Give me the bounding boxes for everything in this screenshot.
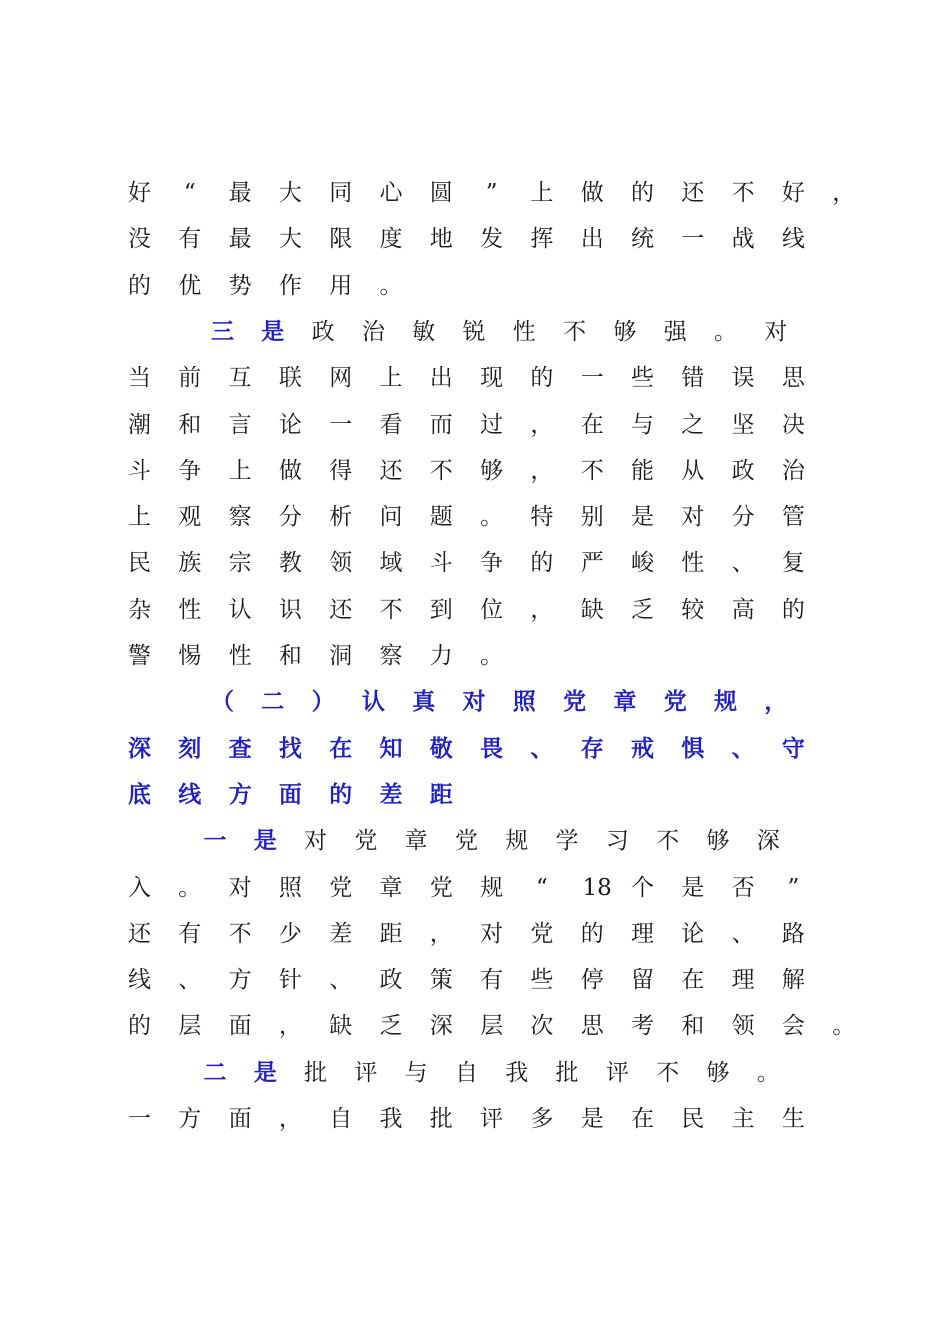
text-char: 坚	[731, 411, 755, 438]
text-char: 会	[781, 1013, 805, 1040]
text-char: 些	[631, 365, 654, 392]
text-char: 心	[379, 180, 403, 206]
text-char: 治	[361, 318, 385, 345]
text-char: 圆	[429, 180, 453, 206]
text-char: 还	[379, 457, 403, 484]
emphasis-char: 深	[128, 734, 151, 762]
text-char: 的	[530, 550, 554, 577]
text-char: 能	[631, 457, 654, 484]
text-char: 势	[228, 272, 252, 299]
text-char: 些	[530, 967, 554, 994]
text-char: 不	[379, 596, 403, 623]
text-char: 领	[731, 1013, 755, 1040]
emphasis-char: 畏	[480, 734, 504, 762]
text-char: 不	[429, 457, 453, 484]
text-char: 、	[731, 550, 755, 577]
text-char: 做	[580, 180, 604, 206]
emphasis-char: 认	[361, 688, 385, 716]
text-char: 过	[480, 411, 504, 438]
text-line	[0, 780, 950, 826]
text-char: 复	[781, 550, 805, 577]
text-char: 别	[580, 504, 604, 531]
text-char: 领	[329, 550, 353, 577]
emphasis-char: 对	[462, 688, 486, 716]
text-char: 乏	[379, 1013, 403, 1040]
text-char: 对	[681, 504, 705, 531]
text-char: 党	[454, 828, 478, 855]
text-char: 照	[278, 874, 302, 901]
text-line	[0, 826, 950, 872]
text-char: 不	[580, 457, 604, 484]
text-char: 管	[781, 504, 805, 531]
text-char: 有	[178, 226, 202, 253]
text-char: 理	[731, 967, 755, 994]
text-char: 好	[781, 180, 805, 206]
text-char: 、	[731, 920, 755, 947]
text-char: 教	[278, 550, 302, 577]
emphasis-char: 敬	[429, 734, 453, 762]
text-char: 的	[128, 272, 151, 299]
text-char: 较	[681, 596, 705, 623]
text-char: 敏	[412, 318, 436, 345]
text-char: 和	[278, 643, 302, 669]
text-char: 主	[731, 1106, 755, 1132]
text-char: 杂	[128, 596, 151, 623]
text-line	[0, 1058, 950, 1104]
text-char: 互	[228, 365, 252, 392]
emphasis-char: 面	[278, 780, 302, 808]
text-char: 洞	[329, 643, 353, 669]
text-char: 缺	[329, 1013, 353, 1040]
text-char: “	[536, 874, 548, 901]
text-char: 斗	[429, 550, 453, 577]
text-char: 还	[128, 920, 151, 947]
text-char: 否	[731, 874, 755, 901]
text-line	[0, 595, 950, 641]
text-char: 的	[781, 596, 805, 623]
emphasis-char: 方	[228, 780, 252, 808]
text-char: 位	[480, 596, 504, 623]
text-char: 用	[329, 272, 353, 299]
text-char: 。	[379, 272, 403, 299]
text-char: 好	[128, 180, 151, 206]
emphasis-char: 差	[379, 780, 403, 808]
text-char: 之	[681, 411, 705, 438]
text-char: 。	[713, 318, 737, 345]
text-char: 强	[663, 318, 687, 345]
emphasis-char: 章	[613, 688, 637, 716]
text-char: 题	[429, 504, 453, 531]
text-char: 党	[429, 874, 453, 901]
text-char: 。	[480, 643, 504, 669]
text-char: 大	[278, 226, 302, 253]
text-char: 域	[379, 550, 403, 577]
text-char: 习	[605, 828, 629, 855]
emphasis-char: 距	[429, 780, 453, 808]
text-char: 线	[128, 967, 151, 994]
emphasis-char: 惧	[681, 734, 705, 762]
emphasis-char: 规	[713, 688, 737, 716]
text-char: 层	[480, 1013, 504, 1040]
text-char: “	[183, 180, 196, 206]
text-char: 规	[505, 828, 529, 855]
emphasis-char: 一	[203, 827, 227, 855]
text-char: 不	[731, 180, 755, 206]
text-char: 理	[631, 920, 654, 947]
text-char: 不	[228, 920, 252, 947]
text-char: 政	[311, 318, 335, 345]
text-char: 线	[781, 226, 805, 253]
text-line	[0, 687, 950, 733]
emphasis-char: 刻	[178, 734, 202, 762]
text-char: 联	[278, 365, 302, 392]
text-char: 路	[781, 920, 805, 947]
text-char: 当	[128, 365, 151, 392]
emphasis-char: 照	[512, 688, 536, 716]
text-char: 够	[706, 828, 730, 855]
text-char: 上	[379, 365, 403, 392]
emphasis-char: 守	[781, 734, 805, 762]
emphasis-char: 戒	[631, 734, 654, 762]
text-line	[0, 363, 950, 409]
text-char: 民	[128, 550, 151, 577]
text-char: 批	[304, 1059, 328, 1086]
text-char: 峻	[631, 550, 654, 577]
text-char: 评	[605, 1059, 629, 1086]
text-char: 。	[480, 504, 504, 531]
text-char: 到	[429, 596, 453, 623]
text-char: 深	[756, 828, 780, 855]
text-char: 针	[278, 967, 302, 994]
text-char: 的	[580, 920, 604, 947]
text-char: 面	[228, 1106, 252, 1132]
text-char: 党	[329, 874, 353, 901]
text-char: 性	[512, 318, 536, 345]
text-char: 族	[178, 550, 202, 577]
emphasis-char: 、	[731, 734, 755, 762]
text-char: 同	[329, 180, 353, 206]
text-char: 评	[354, 1059, 378, 1086]
text-char: 少	[278, 920, 302, 947]
text-char: 够	[480, 457, 504, 484]
text-char: 入	[128, 874, 151, 901]
text-char: 严	[580, 550, 604, 577]
text-char: 是	[631, 504, 654, 531]
text-char: 析	[329, 504, 353, 531]
text-char: 的	[631, 180, 654, 206]
text-char: 考	[631, 1013, 654, 1040]
text-line	[0, 1011, 950, 1057]
emphasis-char: 三	[210, 317, 234, 345]
text-char: 一	[580, 365, 604, 392]
text-char: 锐	[462, 318, 486, 345]
text-char: 深	[429, 1013, 453, 1040]
text-char: 够	[706, 1059, 730, 1086]
text-char: 的	[530, 365, 554, 392]
text-char: 力	[429, 643, 453, 669]
text-char: 潮	[128, 411, 151, 438]
text-char: 治	[781, 457, 805, 484]
text-char: 我	[379, 1106, 403, 1132]
emphasis-char: 存	[580, 734, 604, 762]
text-char: 与	[631, 411, 654, 438]
text-char: 不	[656, 828, 680, 855]
text-char: 一	[329, 411, 353, 438]
text-line	[0, 317, 950, 363]
text-char: 斗	[128, 457, 151, 484]
text-char: ，	[530, 457, 554, 484]
text-char: 生	[781, 1106, 805, 1132]
text-char: 还	[681, 180, 705, 206]
text-char: 。	[178, 874, 202, 901]
emphasis-char: （	[210, 688, 234, 716]
emphasis-char: 党	[563, 688, 587, 716]
text-char: 是	[681, 874, 705, 901]
text-char: ，	[832, 180, 856, 206]
text-char: 发	[480, 226, 504, 253]
text-char: 警	[128, 643, 151, 669]
text-char: 做	[278, 457, 302, 484]
text-char: 上	[530, 180, 554, 206]
text-char: 层	[178, 1013, 202, 1040]
text-char: 18	[582, 874, 612, 901]
emphasis-char: 在	[329, 734, 353, 762]
text-char: 的	[128, 1013, 151, 1040]
text-char: 上	[228, 457, 252, 484]
text-char: 党	[530, 920, 554, 947]
text-char: 学	[555, 828, 579, 855]
text-char: 。	[756, 1059, 780, 1086]
text-char: 对	[304, 828, 328, 855]
text-line	[0, 224, 950, 270]
text-char: 个	[631, 874, 654, 901]
text-char: 分	[278, 504, 302, 531]
text-char: 留	[631, 967, 654, 994]
text-char: 有	[480, 967, 504, 994]
text-char: 争	[480, 550, 504, 577]
text-char: 惕	[178, 643, 202, 669]
text-line	[0, 502, 950, 548]
emphasis-char: 是	[253, 827, 277, 855]
text-char: 没	[128, 226, 151, 253]
text-char: 作	[278, 272, 302, 299]
text-line	[0, 271, 950, 317]
emphasis-char: 真	[412, 688, 436, 716]
text-char: 一	[681, 226, 705, 253]
text-char: 自	[454, 1059, 478, 1086]
text-char: 对	[764, 318, 788, 345]
text-line	[0, 548, 950, 594]
text-char: 最	[228, 226, 252, 253]
text-char: ，	[530, 596, 554, 623]
emphasis-char: 是	[253, 1058, 277, 1086]
text-char: 网	[329, 365, 353, 392]
text-char: ，	[278, 1106, 302, 1132]
emphasis-char: 线	[178, 780, 202, 808]
text-char: 察	[379, 643, 403, 669]
text-char: 地	[429, 226, 453, 253]
text-char: 。	[832, 1013, 856, 1040]
text-char: 和	[681, 1013, 705, 1040]
text-char: 识	[278, 596, 302, 623]
text-char: 从	[681, 457, 705, 484]
text-char: 上	[128, 504, 151, 531]
text-line	[0, 456, 950, 502]
text-char: 思	[580, 1013, 604, 1040]
emphasis-char: 的	[329, 780, 353, 808]
text-char: 批	[555, 1059, 579, 1086]
text-line	[0, 734, 950, 780]
text-char: 距	[379, 920, 403, 947]
text-char: 缺	[580, 596, 604, 623]
emphasis-char: 找	[278, 734, 302, 762]
text-char: 特	[530, 504, 554, 531]
text-char: 章	[404, 828, 428, 855]
text-char: 解	[781, 967, 805, 994]
text-char: 在	[580, 411, 604, 438]
text-char: 论	[681, 920, 705, 947]
text-char: 度	[379, 226, 403, 253]
text-line	[0, 410, 950, 456]
text-char: 乏	[631, 596, 654, 623]
text-char: 是	[580, 1106, 604, 1132]
emphasis-char: 是	[261, 317, 285, 345]
text-char: 优	[178, 272, 202, 299]
text-char: 党	[354, 828, 378, 855]
text-char: 与	[404, 1059, 428, 1086]
text-char: 大	[278, 180, 302, 206]
text-char: 次	[530, 1013, 554, 1040]
emphasis-char: 、	[530, 734, 554, 762]
text-char: 高	[731, 596, 755, 623]
text-char: 在	[631, 1106, 654, 1132]
text-char: 政	[731, 457, 755, 484]
text-char: 多	[530, 1106, 554, 1132]
text-char: 够	[613, 318, 637, 345]
text-char: 出	[429, 365, 453, 392]
text-char: 而	[429, 411, 453, 438]
text-char: ，	[530, 411, 554, 438]
text-char: 认	[228, 596, 252, 623]
emphasis-char: 底	[128, 780, 151, 808]
text-line	[0, 965, 950, 1011]
text-char: 看	[379, 411, 403, 438]
emphasis-char: 二	[203, 1058, 227, 1086]
text-char: 问	[379, 504, 403, 531]
text-char: 误	[731, 365, 755, 392]
text-char: 统	[631, 226, 654, 253]
text-char: ，	[278, 1013, 302, 1040]
text-char: 对	[480, 920, 504, 947]
text-char: 性	[178, 596, 202, 623]
text-char: 现	[480, 365, 504, 392]
text-char: 政	[379, 967, 403, 994]
text-char: 决	[781, 411, 805, 438]
text-char: 在	[681, 967, 705, 994]
text-char: 自	[329, 1106, 353, 1132]
emphasis-char: ）	[311, 688, 335, 716]
text-char: 挥	[530, 226, 554, 253]
emphasis-char: 二	[261, 688, 285, 716]
text-char: 不	[563, 318, 587, 345]
text-char: 性	[228, 643, 252, 669]
text-line	[0, 641, 950, 687]
text-char: 面	[228, 1013, 252, 1040]
text-line	[0, 178, 950, 224]
text-char: 前	[178, 365, 202, 392]
text-char: 观	[178, 504, 202, 531]
text-char: 争	[178, 457, 202, 484]
text-char: 、	[329, 967, 353, 994]
text-char: 差	[329, 920, 353, 947]
text-char: 最	[228, 180, 252, 206]
text-char: 察	[228, 504, 252, 531]
text-char: 性	[681, 550, 705, 577]
text-line	[0, 1104, 950, 1150]
emphasis-char: 查	[228, 734, 252, 762]
text-char: 有	[178, 920, 202, 947]
text-char: 宗	[228, 550, 252, 577]
text-line	[0, 919, 950, 965]
text-char: 思	[781, 365, 805, 392]
text-char: 还	[329, 596, 353, 623]
text-char: 错	[681, 365, 705, 392]
text-char: 方	[178, 1106, 202, 1132]
text-char: ，	[429, 920, 453, 947]
text-char: 和	[178, 411, 202, 438]
text-char: 出	[580, 226, 604, 253]
text-char: 分	[731, 504, 755, 531]
text-char: 不	[656, 1059, 680, 1086]
text-char: 评	[480, 1106, 504, 1132]
emphasis-char: 知	[379, 734, 403, 762]
text-char: 规	[480, 874, 504, 901]
text-char: 民	[681, 1106, 705, 1132]
text-char: 言	[228, 411, 252, 438]
text-char: 对	[228, 874, 252, 901]
text-char: 方	[228, 967, 252, 994]
text-char: 限	[329, 226, 353, 253]
text-char: 得	[329, 457, 353, 484]
text-char: 我	[505, 1059, 529, 1086]
text-char: 策	[429, 967, 453, 994]
text-char: 战	[731, 226, 755, 253]
text-char: 章	[379, 874, 403, 901]
text-char: 停	[580, 967, 604, 994]
emphasis-char: 党	[663, 688, 687, 716]
text-char: ”	[787, 874, 800, 901]
text-char: 、	[178, 967, 202, 994]
text-char: 论	[278, 411, 302, 438]
text-char: 一	[128, 1106, 151, 1132]
text-line	[0, 873, 950, 919]
text-char: 批	[429, 1106, 453, 1132]
text-char: ”	[485, 180, 498, 206]
emphasis-char: ，	[764, 688, 788, 716]
